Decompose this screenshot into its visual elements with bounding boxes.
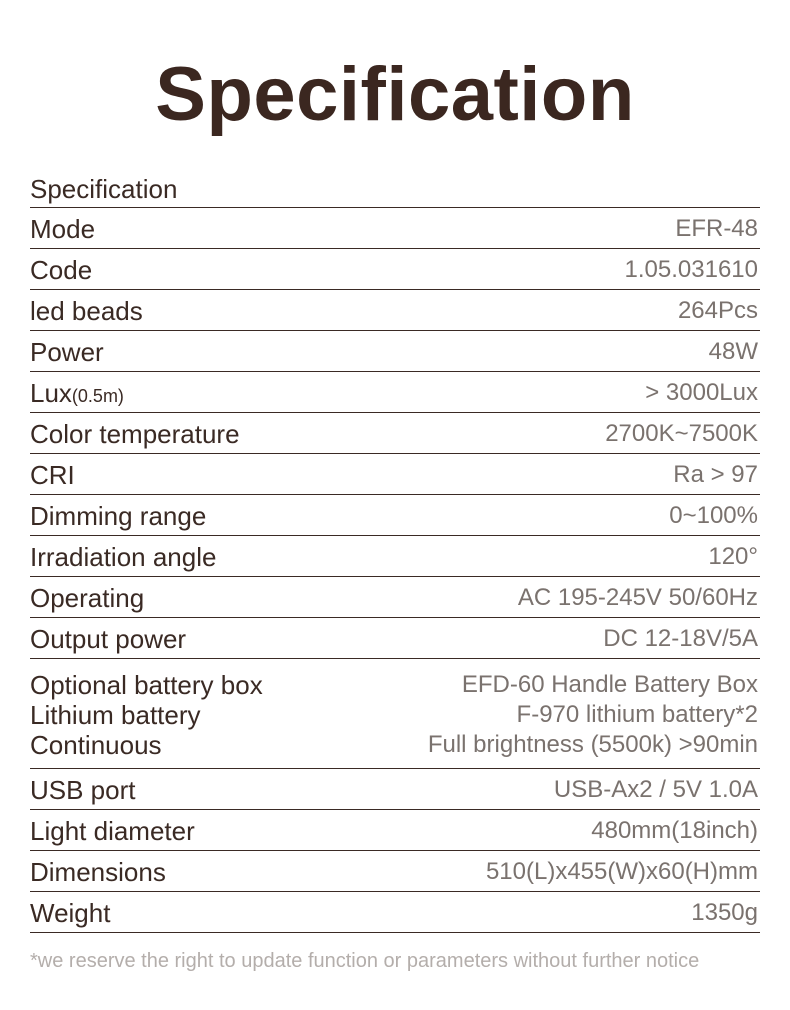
spec-label: Lithium battery (30, 699, 201, 730)
spec-row-battery (30, 659, 760, 769)
spec-value: DC 12-18V/5A (603, 625, 758, 652)
spec-label: Continuous (30, 729, 162, 760)
spec-label: Weight (30, 897, 111, 928)
spec-value: 510(L)x455(W)x60(H)mm (485, 858, 758, 885)
spec-label: Mode (30, 213, 96, 244)
spec-value: 264Pcs (677, 297, 758, 324)
spec-row-usb-port (30, 769, 760, 810)
spec-label: Output power (30, 623, 187, 654)
spec-value: 48W (708, 338, 758, 365)
spec-value: 2700K~7500K (605, 420, 758, 447)
spec-value: 1.05.031610 (624, 256, 758, 283)
spec-label: led beads (30, 295, 143, 326)
spec-label: Irradiation angle (30, 541, 217, 572)
spec-value: 120° (708, 543, 758, 570)
spec-row-light-diameter (30, 810, 760, 851)
spec-value: USB-Ax2 / 5V 1.0A (553, 776, 758, 803)
spec-row-power (30, 331, 760, 372)
spec-row-operating (30, 577, 760, 618)
spec-row-output-power (30, 618, 760, 659)
spec-value: 0~100% (669, 502, 758, 529)
spec-row-code (30, 249, 760, 290)
spec-value: 480mm(18inch) (591, 817, 758, 844)
spec-table (30, 168, 760, 933)
spec-label-group (30, 378, 124, 409)
spec-label: Lux (30, 377, 72, 408)
spec-value: Full brightness (5500k) >90min (427, 730, 758, 758)
spec-label-sub: (0.5m) (71, 385, 124, 406)
spec-value: 1350g (691, 899, 758, 926)
spec-row-lux (30, 372, 760, 413)
spec-row-mode (30, 208, 760, 249)
spec-value: EFR-48 (675, 215, 758, 242)
spec-label: Optional battery box (30, 669, 263, 700)
spec-value: EFD-60 Handle Battery Box (461, 670, 758, 698)
spec-value-group (428, 670, 760, 760)
spec-label: Dimming range (30, 500, 207, 531)
spec-label: USB port (30, 774, 136, 805)
spec-value: > 3000Lux (645, 379, 758, 406)
spec-label: CRI (30, 459, 75, 490)
spec-label: Dimensions (30, 856, 166, 887)
spec-label: Operating (30, 582, 145, 613)
page-title: Specification (155, 52, 635, 137)
spec-row-color-temperature (30, 413, 760, 454)
spec-row-irradiation-angle (30, 536, 760, 577)
spec-label: Color temperature (30, 418, 240, 449)
spec-value: Ra > 97 (673, 461, 758, 488)
spec-label: Code (30, 254, 93, 285)
spec-row-led-beads (30, 290, 760, 331)
spec-label: Power (30, 336, 104, 367)
spec-value: AC 195-245V 50/60Hz (517, 584, 758, 611)
spec-row-dimensions (30, 851, 760, 892)
spec-label: Light diameter (30, 815, 195, 846)
footnote: *we reserve the right to update function or parameters without further notice (30, 950, 700, 972)
spec-row-cri (30, 454, 760, 495)
spec-label-group (30, 670, 263, 760)
spec-table-header: Specification (30, 168, 760, 208)
spec-row-weight (30, 892, 760, 933)
spec-row-dimming-range (30, 495, 760, 536)
spec-value: F-970 lithium battery*2 (516, 700, 758, 728)
